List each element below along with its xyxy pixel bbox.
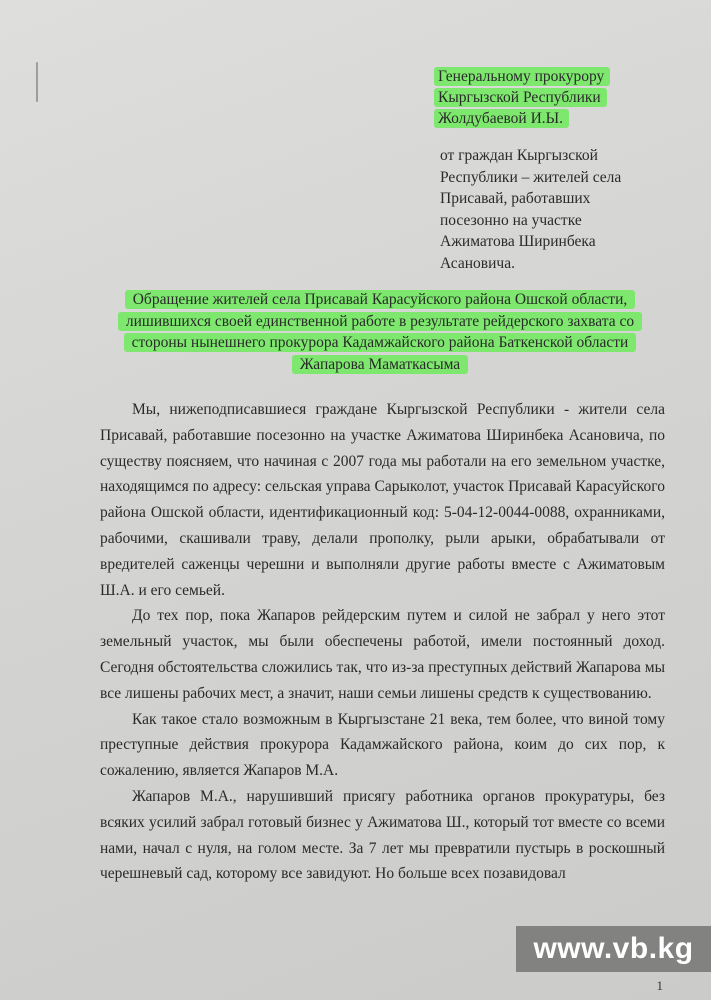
margin-pen-mark	[36, 62, 38, 102]
title-line: Жапарова Маматкасыма	[100, 354, 660, 376]
title-line: стороны нынешнего прокурора Кадамжайского района Баткенской области	[100, 332, 660, 354]
sender-line: Присавай, работавших	[440, 190, 591, 207]
site-watermark: www.vb.kg	[516, 926, 711, 972]
sender-block	[440, 145, 670, 274]
addressee-block	[434, 66, 684, 129]
body-paragraph: До тех пор, пока Жапаров рейдерским путем и силой не забрал у него этот земельный участок, мы были обеспечены работой, имели постоянный доход. Сегодня обстоятельства сложились так, что из-за преступных действий Жапарова мы все лишены рабочих мест, а значит, наши семьи лишены средств к существованию.	[100, 607, 665, 702]
body-paragraph: Жапаров М.А., нарушивший присягу работника органов прокуратуры, без всяких усилий забрал готовый бизнес у Ажиматова Ш., который тот вместе со всеми нами, начал с нуля, на голом месте. За 7 лет мы превратили пустырь в роскошный черешневый сад, которому все завидуют. Но больше всех позавидовал	[100, 787, 665, 883]
addressee-line: Генеральному прокурору	[434, 66, 684, 87]
page-number: 1	[656, 978, 663, 993]
sender-line: Асановича.	[440, 254, 515, 272]
title-line: лишившихся своей единственной работе в результате рейдерского захвата со	[100, 311, 660, 333]
sender-line: Ажиматова Ширинбека	[440, 233, 596, 250]
addressee-line: Кыргызской Республики	[434, 87, 684, 108]
body-paragraph: Как такое стало возможным в Кыргызстане 21 века, тем более, что виной тому преступные действия прокурора Кадамжайского района, коим до сих пор, к сожалению, является Жапаров М.А.	[100, 710, 665, 780]
body-paragraph: Мы, нижеподписавшиеся граждане Кыргызской Республики - жители села Присавай, работавшие посезонно на участке Ажиматова Ширинбека Асановича, по существу поясняем, что начиная с 2007 года мы работали на его земельном участке, находящимся по адресу: сельская управа Сарыколот, участок Присавай Карасуйского района Ошской области, идентификационный код: 5-04-12-0044-0088, охранниками, рабочими, скашивали траву, делали прополку, рыли арыки, обрабатывали от вредителей саженцы черешни и выполняли другие работы вместе с Ажиматовым Ш.А. и его семьей.	[100, 401, 665, 599]
sender-line: посезонно на участке	[440, 211, 582, 229]
title-line: Обращение жителей села Присавай Карасуйского района Ошской области,	[100, 289, 660, 311]
sender-line: Республики – жителей села	[440, 168, 622, 186]
document-body	[100, 397, 665, 887]
document-title	[100, 289, 660, 375]
sender-line: от граждан Кыргызской	[440, 147, 598, 164]
addressee-line: Жолдубаевой И.Ы.	[434, 108, 684, 129]
